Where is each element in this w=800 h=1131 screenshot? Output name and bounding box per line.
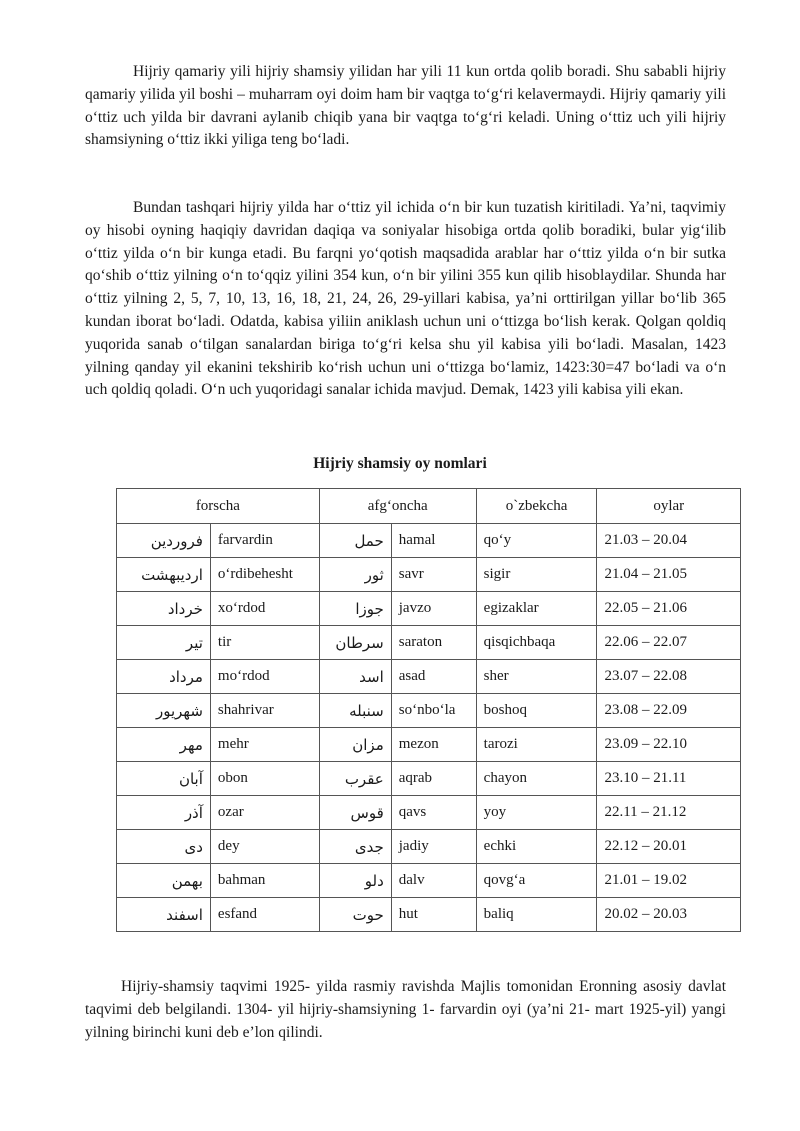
date-range-cell: 22.12 – 20.01	[597, 830, 741, 864]
uzbek-name-cell: tarozi	[476, 728, 597, 762]
afghan-script-cell	[319, 694, 391, 728]
afghan-script-cell	[319, 898, 391, 932]
persian-script-cell	[117, 524, 211, 558]
table-body	[117, 524, 741, 932]
uzbek-name-cell: boshoq	[476, 694, 597, 728]
persian-latin-cell: mo‘rdod	[210, 660, 319, 694]
persian-script-cell	[117, 694, 211, 728]
afghan-latin-cell: aqrab	[391, 762, 476, 796]
afghan-script-text: عقرب	[344, 769, 384, 788]
table-row	[117, 796, 741, 830]
afghan-script-cell	[319, 864, 391, 898]
afghan-script-text: ثور	[364, 565, 384, 584]
afghan-latin-cell: jadiy	[391, 830, 476, 864]
date-range-cell: 23.09 – 22.10	[597, 728, 741, 762]
afghan-script-cell	[319, 626, 391, 660]
afghan-latin-cell: hamal	[391, 524, 476, 558]
afghan-script-text: سنبله	[349, 701, 384, 720]
persian-script-text: بهمن	[171, 871, 203, 890]
afghan-latin-cell: dalv	[391, 864, 476, 898]
uzbek-name-cell: qovg‘a	[476, 864, 597, 898]
afghan-latin-cell: savr	[391, 558, 476, 592]
afghan-latin-cell: javzo	[391, 592, 476, 626]
afghan-script-text: حوت	[352, 905, 384, 924]
persian-script-text: تیر	[185, 633, 203, 652]
uzbek-name-cell: qo‘y	[476, 524, 597, 558]
persian-script-cell	[117, 728, 211, 762]
table-row	[117, 762, 741, 796]
persian-script-text: آذر	[184, 803, 203, 822]
persian-latin-cell: ozar	[210, 796, 319, 830]
afghan-latin-cell: mezon	[391, 728, 476, 762]
afghan-script-cell	[319, 728, 391, 762]
afghan-script-text: مزان	[352, 735, 384, 754]
paragraph-leap-year-correction: Bundan tashqari hijriy yilda har o‘ttiz yil ichida o‘n bir kun tuzatish kiritiladi. Ya’ni, taqvimiy oy hisobi oyning haqiqiy davridan daqiqa va soniyalar hisobiga ortda qolib boradiki, bular yig‘ilib o‘ttiz yilda o‘n bir kunga etadi. Bu farqni yo‘qotish maqsadida arablar har o‘ttiz yilda o‘n bir sutka qo‘shib o‘ttiz yilning o‘n to‘qqiz yilini 354 kun, o‘n bir yilini 355 kun qilib hisoblaydilar. Shunda har o‘ttiz yilning 2, 5, 7, 10, 13, 16, 18, 21, 24, 26, 29-yillari kabisa, ya’ni orttirilgan yillar bo‘lib 365 kundan iborat bo‘ladi. Odatda, kabisa yiliin aniklash uchun uni o‘ttizga bo‘lish kerak. Qolgan qoldiq yuqorida sanab o‘tilgan sanalardan biriga to‘g‘ri kelsa shu yil kabisa yili bo‘ladi. Masalan, 1423 yilning qanday yil ekanini tekshirib ko‘rish uchun uni o‘ttizga bo‘lamiz, 1423:30=47 bo‘ladi va o‘n uch qoldiq qoladi. O‘n uch yuqoridagi sanalar ichida mavjud. Demak, 1423 yili kabisa yili ekan.	[85, 199, 726, 399]
table-row	[117, 694, 741, 728]
persian-script-cell	[117, 796, 211, 830]
persian-script-text: شهریور	[155, 701, 203, 720]
date-range-cell: 23.10 – 21.11	[597, 762, 741, 796]
afghan-latin-cell: saraton	[391, 626, 476, 660]
date-range-cell: 21.01 – 19.02	[597, 864, 741, 898]
afghan-script-text: جوزا	[355, 599, 384, 618]
month-names-table	[116, 488, 741, 932]
persian-latin-cell: shahrivar	[210, 694, 319, 728]
table-caption: Hijriy shamsiy oy nomlari	[313, 455, 487, 472]
persian-latin-cell: dey	[210, 830, 319, 864]
paragraph-lunar-solar-difference: Hijriy qamariy yili hijriy shamsiy yilidan har yili 11 kun ortda qolib boradi. Shu sababli hijriy qamariy yilida yil boshi – muharram oyi doim ham bir vaqtga to‘g‘ri kelavermaydi. Hijriy qamariy yili o‘ttiz uch yilda bir davrani aylanib chiqib yana bir vaqtga to‘g‘ri keladi. Uning o‘ttiz uch yili hijriy shamsiyning o‘ttiz ikki yiliga teng bo‘ladi.	[85, 63, 726, 149]
uzbek-name-cell: chayon	[476, 762, 597, 796]
persian-latin-cell: esfand	[210, 898, 319, 932]
persian-script-cell	[117, 898, 211, 932]
afghan-script-cell	[319, 558, 391, 592]
afghan-script-text: سرطان	[335, 633, 384, 652]
afghan-script-cell	[319, 830, 391, 864]
table-header-row	[117, 489, 741, 524]
date-range-cell: 23.08 – 22.09	[597, 694, 741, 728]
uzbek-name-cell: baliq	[476, 898, 597, 932]
persian-script-text: آبان	[178, 769, 203, 788]
afghan-script-text: حمل	[354, 531, 384, 550]
table-row	[117, 830, 741, 864]
persian-script-text: اردیبهشت	[141, 565, 203, 584]
persian-script-cell	[117, 626, 211, 660]
persian-script-cell	[117, 660, 211, 694]
date-range-cell: 22.05 – 21.06	[597, 592, 741, 626]
afghan-script-cell	[319, 660, 391, 694]
persian-script-cell	[117, 558, 211, 592]
table-row	[117, 660, 741, 694]
persian-latin-cell: tir	[210, 626, 319, 660]
table-row	[117, 592, 741, 626]
persian-script-text: دی	[184, 837, 203, 856]
afghan-latin-cell: qavs	[391, 796, 476, 830]
afghan-latin-cell: asad	[391, 660, 476, 694]
persian-script-text: اسفند	[166, 905, 203, 924]
table-row	[117, 898, 741, 932]
persian-latin-cell: o‘rdibehesht	[210, 558, 319, 592]
afghan-script-text: دلو	[364, 871, 384, 890]
persian-script-cell	[117, 592, 211, 626]
table-row	[117, 864, 741, 898]
uzbek-name-cell: sigir	[476, 558, 597, 592]
paragraph-official-calendar: Hijriy-shamsiy taqvimi 1925- yilda rasmiy ravishda Majlis tomonidan Eronning asosiy davlat taqvimi deb belgilandi. 1304- yil hijriy-shamsiyning 1- farvardin oyi (ya’ni 21- mart 1925-yil) yangi yilning birinchi kuni deb e’lon qilindi.	[85, 978, 726, 1041]
date-range-cell: 20.02 – 20.03	[597, 898, 741, 932]
header-afghan: afg‘oncha	[319, 489, 476, 524]
afghan-script-text: جدی	[354, 837, 384, 856]
persian-latin-cell: obon	[210, 762, 319, 796]
afghan-script-text: اسد	[359, 667, 384, 686]
header-persian: forscha	[117, 489, 320, 524]
persian-script-cell	[117, 762, 211, 796]
uzbek-name-cell: egizaklar	[476, 592, 597, 626]
persian-script-text: مرداد	[169, 667, 203, 686]
persian-script-text: خرداد	[167, 599, 203, 618]
header-uzbek: o`zbekcha	[476, 489, 597, 524]
afghan-script-cell	[319, 796, 391, 830]
persian-latin-cell: mehr	[210, 728, 319, 762]
date-range-cell: 22.06 – 22.07	[597, 626, 741, 660]
table-row	[117, 558, 741, 592]
uzbek-name-cell: yoy	[476, 796, 597, 830]
persian-latin-cell: bahman	[210, 864, 319, 898]
persian-script-cell	[117, 864, 211, 898]
table-row	[117, 728, 741, 762]
date-range-cell: 22.11 – 21.12	[597, 796, 741, 830]
table-row	[117, 626, 741, 660]
afghan-script-text: قوس	[350, 803, 384, 822]
persian-latin-cell: farvardin	[210, 524, 319, 558]
uzbek-name-cell: qisqichbaqa	[476, 626, 597, 660]
persian-script-cell	[117, 830, 211, 864]
date-range-cell: 21.03 – 20.04	[597, 524, 741, 558]
persian-latin-cell: xo‘rdod	[210, 592, 319, 626]
uzbek-name-cell: echki	[476, 830, 597, 864]
persian-script-text: مهر	[179, 735, 203, 754]
afghan-script-cell	[319, 762, 391, 796]
header-months: oylar	[597, 489, 741, 524]
table-row	[117, 524, 741, 558]
afghan-latin-cell: so‘nbo‘la	[391, 694, 476, 728]
date-range-cell: 23.07 – 22.08	[597, 660, 741, 694]
afghan-latin-cell: hut	[391, 898, 476, 932]
persian-script-text: فروردین	[150, 531, 203, 550]
afghan-script-cell	[319, 524, 391, 558]
date-range-cell: 21.04 – 21.05	[597, 558, 741, 592]
afghan-script-cell	[319, 592, 391, 626]
uzbek-name-cell: sher	[476, 660, 597, 694]
